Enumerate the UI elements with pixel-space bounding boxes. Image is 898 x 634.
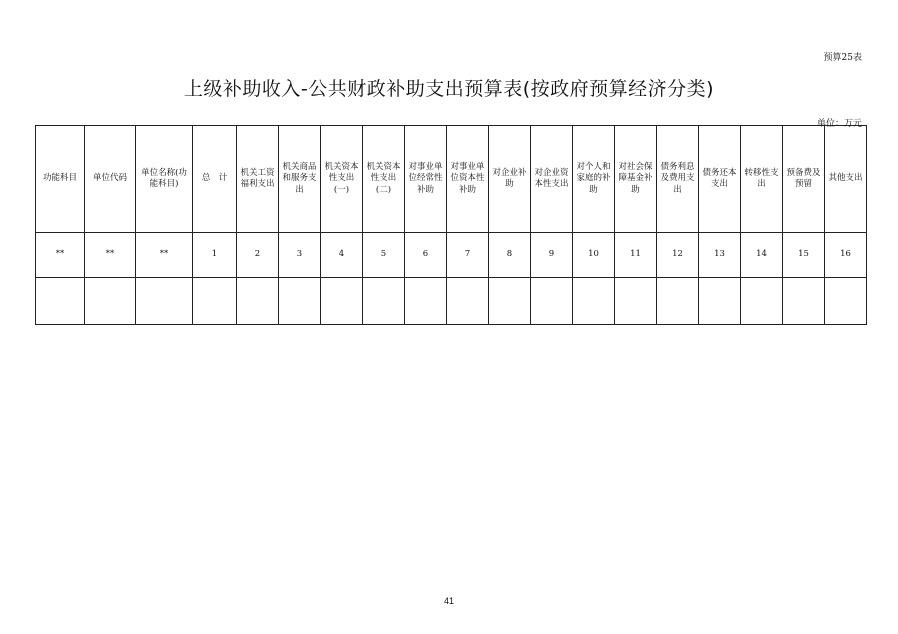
code-cell: ** — [136, 233, 193, 278]
code-cell: 8 — [489, 233, 531, 278]
data-cell — [657, 278, 699, 325]
data-cell — [136, 278, 193, 325]
header-cell: 机关资本性支出(二) — [363, 126, 405, 233]
data-cell — [193, 278, 237, 325]
header-cell: 机关资本性支出(一) — [321, 126, 363, 233]
header-row — [36, 126, 867, 233]
header-cell: 其他支出 — [825, 126, 867, 233]
header-cell: 对事业单位资本性补助 — [447, 126, 489, 233]
header-cell: 功能科目 — [36, 126, 85, 233]
header-cell: 对企业资本性支出 — [531, 126, 573, 233]
code-cell: 14 — [741, 233, 783, 278]
data-cell — [699, 278, 741, 325]
data-cell — [531, 278, 573, 325]
budget-table — [35, 125, 867, 325]
code-cell: 12 — [657, 233, 699, 278]
data-cell — [321, 278, 363, 325]
code-cell: 2 — [237, 233, 279, 278]
header-cell: 对企业补助 — [489, 126, 531, 233]
header-cell: 预备费及预留 — [783, 126, 825, 233]
code-cell: 7 — [447, 233, 489, 278]
header-cell: 债务还本支出 — [699, 126, 741, 233]
code-cell: 5 — [363, 233, 405, 278]
header-cell: 债务利息及费用支出 — [657, 126, 699, 233]
code-cell: 6 — [405, 233, 447, 278]
page-number: 41 — [443, 596, 454, 606]
code-cell: 15 — [783, 233, 825, 278]
data-cell — [489, 278, 531, 325]
data-cell — [447, 278, 489, 325]
code-cell: 9 — [531, 233, 573, 278]
column-code-row — [36, 233, 867, 278]
header-cell: 对事业单位经常性补助 — [405, 126, 447, 233]
code-cell: ** — [36, 233, 85, 278]
unit-label: 单位：万元 — [816, 119, 862, 129]
header-cell: 单位代码 — [85, 126, 136, 233]
data-cell — [741, 278, 783, 325]
data-cell — [825, 278, 867, 325]
code-cell: 10 — [573, 233, 615, 278]
code-cell: 11 — [615, 233, 657, 278]
code-cell: 3 — [279, 233, 321, 278]
data-cell — [573, 278, 615, 325]
data-cell — [405, 278, 447, 325]
page-title: 上级补助收入-公共财政补助支出预算表(按政府预算经济分类) — [183, 78, 715, 100]
data-cell — [363, 278, 405, 325]
header-cell: 总 计 — [193, 126, 237, 233]
data-cell — [237, 278, 279, 325]
code-cell: 1 — [193, 233, 237, 278]
form-number: 预算25表 — [823, 53, 862, 63]
data-cell — [36, 278, 85, 325]
header-cell: 机关商品和服务支出 — [279, 126, 321, 233]
header-cell: 对社会保障基金补助 — [615, 126, 657, 233]
code-cell: 13 — [699, 233, 741, 278]
code-cell: ** — [85, 233, 136, 278]
code-cell: 16 — [825, 233, 867, 278]
data-cell — [783, 278, 825, 325]
header-cell: 机关工资福利支出 — [237, 126, 279, 233]
header-cell: 对个人和家庭的补助 — [573, 126, 615, 233]
data-cell — [279, 278, 321, 325]
header-cell: 单位名称(功能科目) — [136, 126, 193, 233]
data-cell — [85, 278, 136, 325]
code-cell: 4 — [321, 233, 363, 278]
header-cell: 转移性支出 — [741, 126, 783, 233]
data-row — [36, 278, 867, 325]
data-cell — [615, 278, 657, 325]
